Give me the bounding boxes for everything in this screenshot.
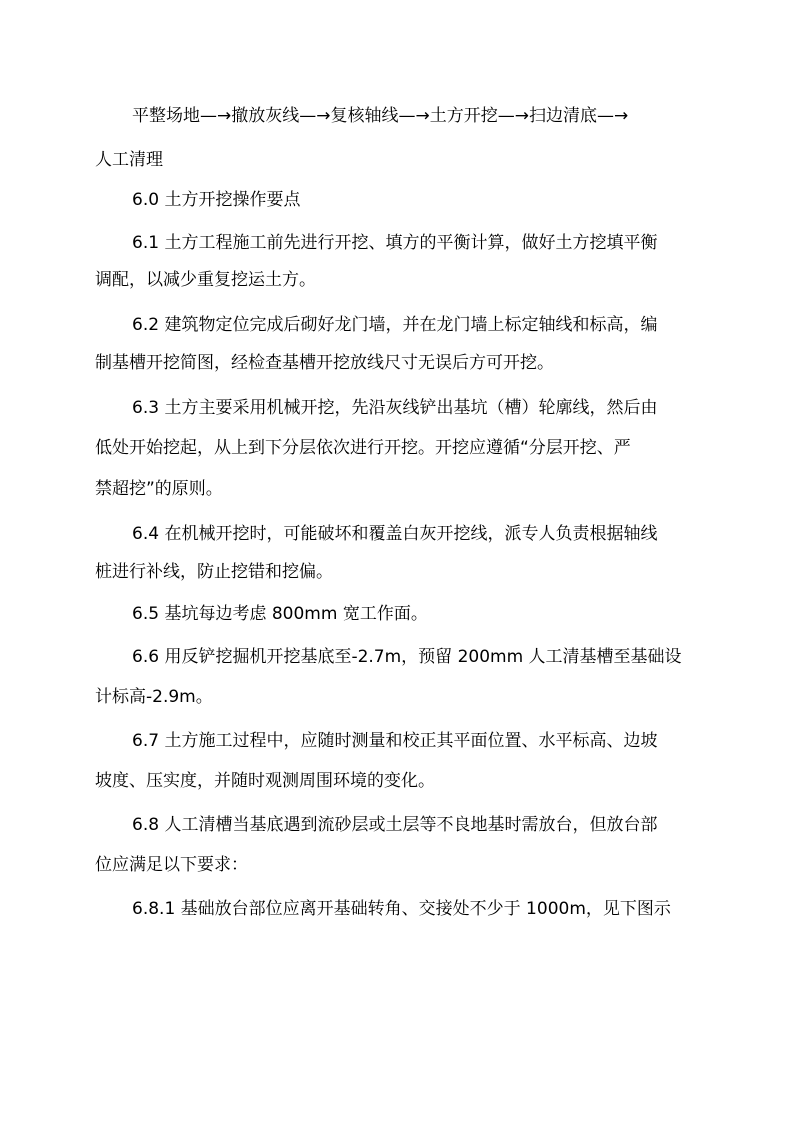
paragraph-6-3-line-2: 低处开始挖起，从上到下分层依次进行开挖。开挖应遵循“分层开挖、严 bbox=[95, 438, 631, 458]
paragraph-6-4-line-1: 6.4 在机械开挖时，可能破坏和覆盖白灰开挖线，派专人负责根据轴线 bbox=[132, 524, 658, 544]
paragraph-6-4-line-2: 桩进行补线，防止挖错和挖偏。 bbox=[95, 562, 333, 582]
paragraph-6-2-line-2: 制基槽开挖简图，经检查基槽开挖放线尺寸无误后方可开挖。 bbox=[95, 353, 554, 373]
process-flow-line-2: 人工清理 bbox=[95, 150, 163, 170]
paragraph-6-6-line-1: 6.6 用反铲挖掘机开挖基底至-2.7m，预留 200mm 人工清基槽至基础设 bbox=[132, 647, 682, 667]
paragraph-6-3-line-1: 6.3 土方主要采用机械开挖，先沿灰线铲出基坑（槽）轮廓线，然后由 bbox=[132, 398, 658, 418]
paragraph-6-5-line-1: 6.5 基坑每边考虑 800mm 宽工作面。 bbox=[132, 604, 428, 624]
paragraph-6-8-line-1: 6.8 人工清槽当基底遇到流砂层或土层等不良地基时需放台，但放台部 bbox=[132, 815, 658, 835]
section-title: 6.0 土方开挖操作要点 bbox=[132, 190, 301, 210]
paragraph-6-8-1-line-1: 6.8.1 基础放台部位应离开基础转角、交接处不少于 1000m，见下图示 bbox=[132, 899, 671, 919]
paragraph-6-1-line-2: 调配，以减少重复挖运土方。 bbox=[95, 270, 316, 290]
paragraph-6-7-line-2: 坡度、压实度，并随时观测周围环境的变化。 bbox=[95, 771, 435, 791]
paragraph-6-8-line-2: 位应满足以下要求： bbox=[95, 855, 248, 875]
paragraph-6-6-line-2: 计标高-2.9m。 bbox=[95, 687, 213, 707]
paragraph-6-1-line-1: 6.1 土方工程施工前先进行开挖、填方的平衡计算，做好土方挖填平衡 bbox=[132, 233, 658, 253]
paragraph-6-7-line-1: 6.7 土方施工过程中，应随时测量和校正其平面位置、水平标高、边坡 bbox=[132, 731, 658, 751]
process-flow-line-1: 平整场地—→撤放灰线—→复核轴线—→土方开挖—→扫边清底—→ bbox=[132, 106, 629, 126]
paragraph-6-3-line-3: 禁超挖”的原则。 bbox=[95, 479, 223, 499]
paragraph-6-2-line-1: 6.2 建筑物定位完成后砌好龙门墙，并在龙门墙上标定轴线和标高，编 bbox=[132, 315, 658, 335]
